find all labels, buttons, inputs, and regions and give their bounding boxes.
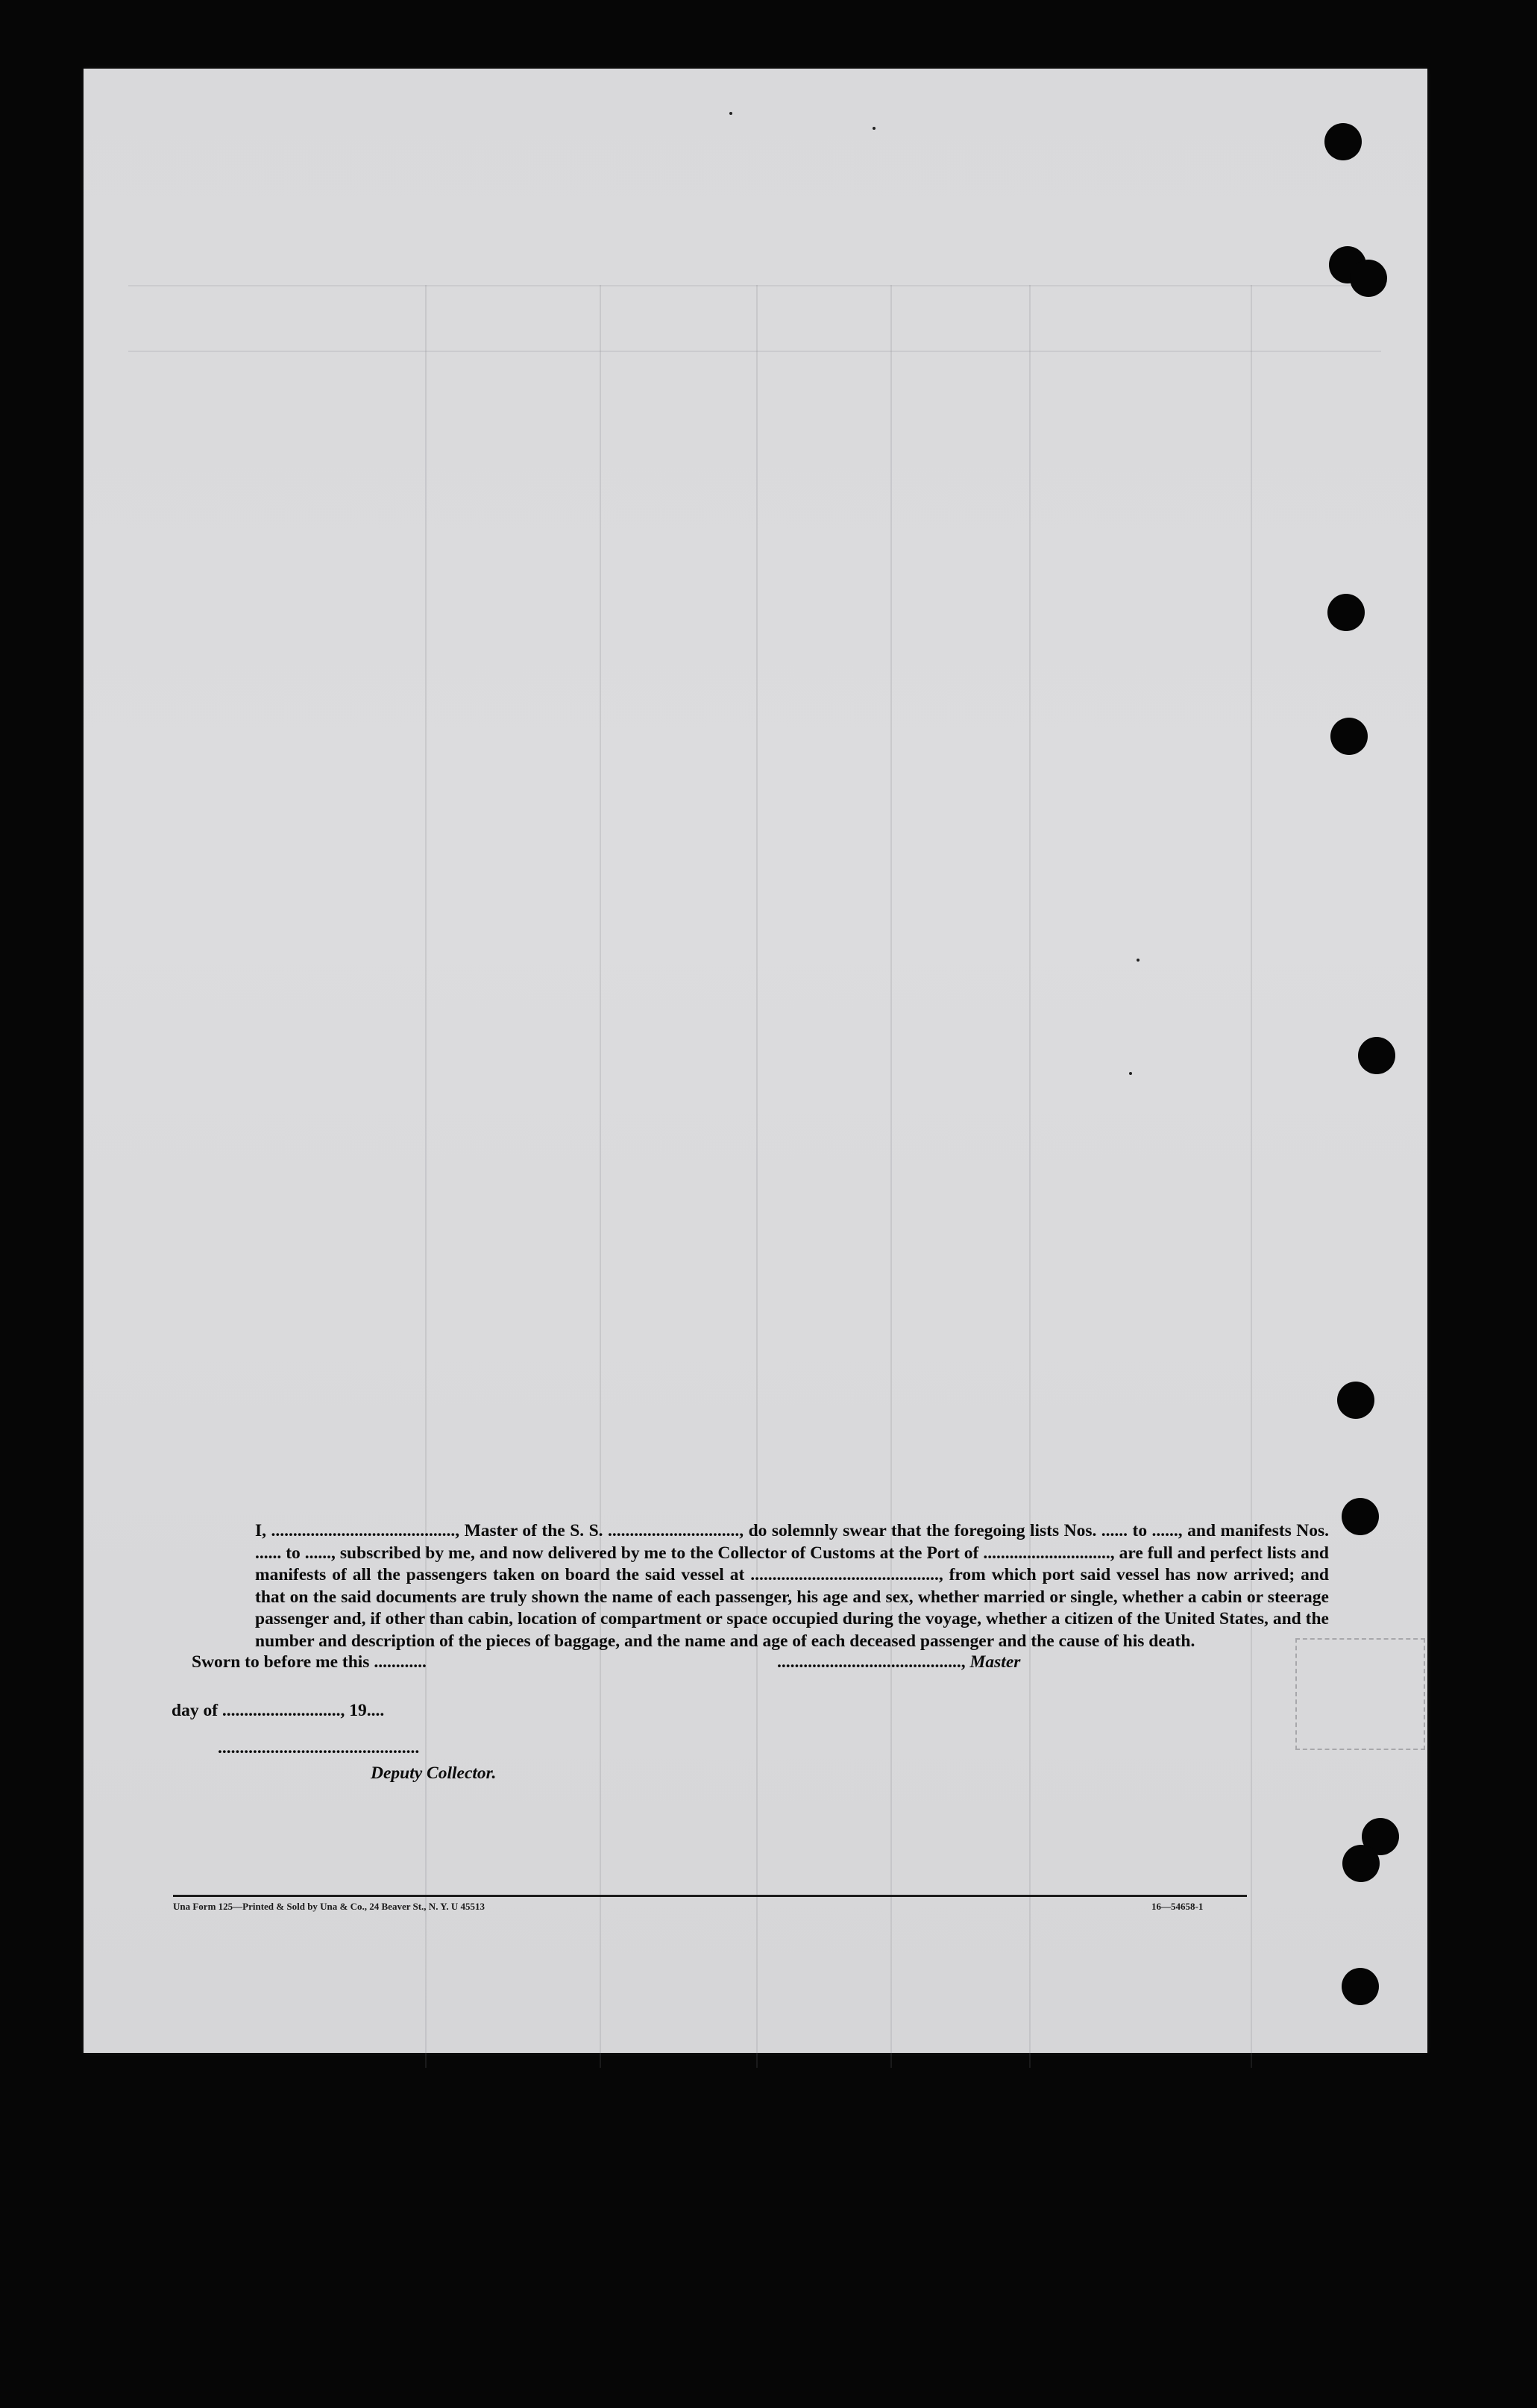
punch-hole (1342, 1498, 1379, 1535)
ink-speck (873, 127, 876, 130)
master-signature-line (777, 1652, 1020, 1672)
bleed-through-rule (128, 285, 1381, 286)
deputy-collector-label: Deputy Collector. (371, 1763, 497, 1783)
deputy-signature-dots: .............................................. (218, 1738, 420, 1758)
faint-stamp-box (1295, 1638, 1425, 1750)
punch-hole (1330, 718, 1368, 755)
ink-speck (1137, 959, 1140, 962)
punch-hole (1350, 260, 1387, 297)
ink-speck (1129, 1072, 1132, 1075)
manifest-page-back (84, 69, 1427, 2053)
bleed-through-column (1029, 285, 1031, 2068)
master-oath-paragraph: I, .........................................., Master of the S. S. .............................., do solemnly swear that the foregoing lists Nos. ...... to ......, and manifests Nos. ...... to ......, subscribed by me, and now delivered by me to the Collector of Customs at the Port of ............................., are full and perfect lists and manifests of all the passengers taken on board the said vessel at ..........................................., from which port said vessel has now arrived; and that on the said documents are truly shown the name of each passenger, his age and sex, whether married or single, whether a cabin or steerage passenger and, if other than cabin, location of compartment or space occupied during the voyage, whether a citizen of the United States, and the number and description of the pieces of baggage, and the name and age of each deceased passenger and the cause of his death. (255, 1521, 1329, 1651)
master-signature-dots: .........................................., (777, 1652, 970, 1672)
day-of-line: day of ..........................., 19.... (172, 1701, 385, 1720)
printer-imprint: Una Form 125—Printed & Sold by Una & Co., 24 Beaver St., N. Y. U 45513 (173, 1901, 485, 1912)
punch-hole (1342, 1845, 1380, 1882)
sworn-before-line: Sworn to before me this ............ (192, 1652, 427, 1672)
bleed-through-column (756, 285, 758, 2068)
punch-hole (1342, 1968, 1379, 2005)
punch-hole (1327, 594, 1365, 631)
bleed-through-rule (128, 351, 1381, 352)
bleed-through-column (890, 285, 892, 2068)
footer-rule (173, 1895, 1247, 1897)
punch-hole (1358, 1037, 1395, 1074)
punch-hole (1337, 1382, 1374, 1419)
bleed-through-column (600, 285, 601, 2068)
punch-hole (1324, 123, 1362, 160)
ink-speck (729, 112, 732, 115)
master-label: Master (969, 1652, 1021, 1672)
form-code: 16—54658-1 (1151, 1901, 1204, 1912)
bleed-through-column (425, 285, 427, 2068)
bleed-through-column (1251, 285, 1252, 2068)
bleed-through-heading (643, 117, 650, 140)
